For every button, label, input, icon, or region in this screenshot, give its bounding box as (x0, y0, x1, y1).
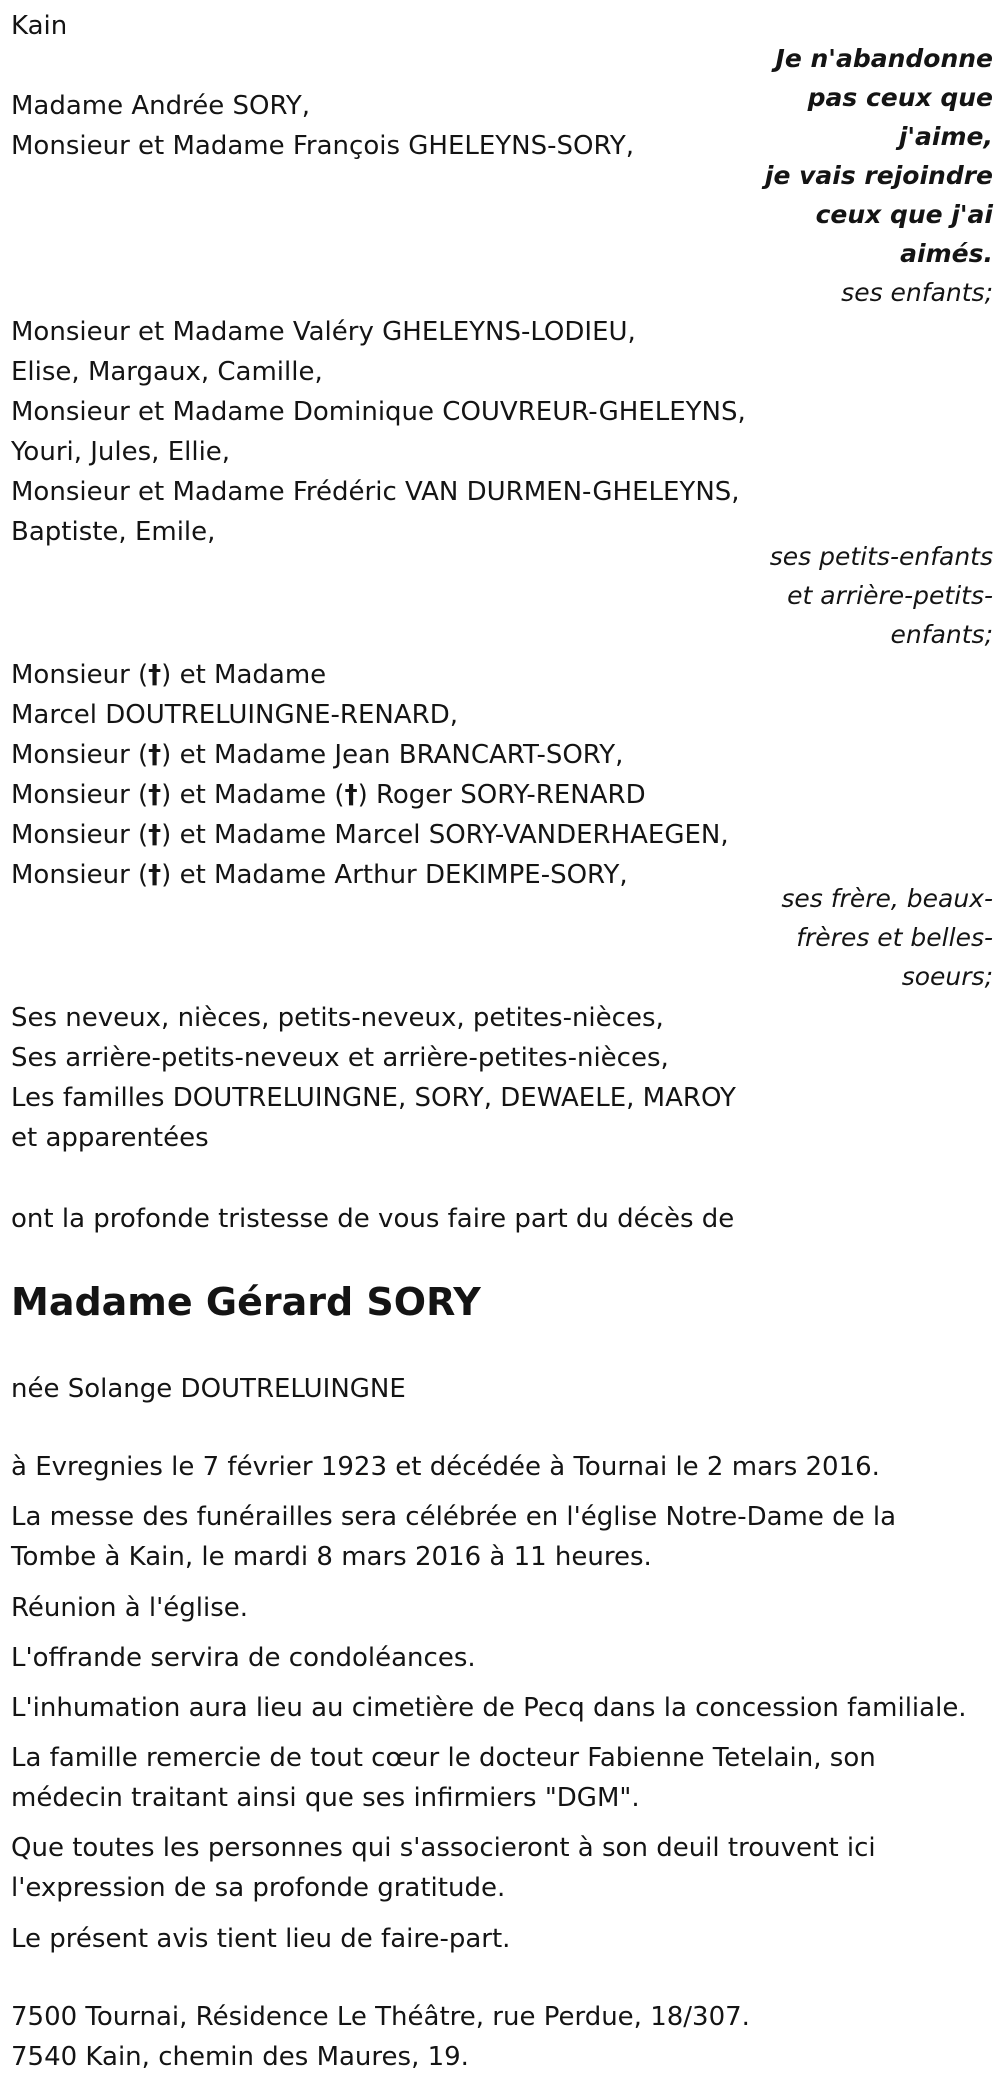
mourner-line: Les familles DOUTRELUINGNE, SORY, DEWAELE, MAROY (11, 1083, 736, 1113)
mourner-line: Monsieur (†) et Madame Arthur DEKIMPE-SORY, (11, 860, 628, 890)
notice-paragraph: médecin traitant ainsi que ses infirmiers "DGM". (11, 1783, 640, 1813)
mourner-line: et apparentées (11, 1123, 209, 1153)
mourner-line: Monsieur (†) et Madame (11, 660, 327, 690)
city-label: Kain (11, 11, 68, 41)
quote-line: pas ceux que (807, 83, 993, 112)
quote-line: j'aime, (898, 122, 993, 151)
notice-paragraph: Tombe à Kain, le mardi 8 mars 2016 à 11 heures. (11, 1542, 652, 1572)
relation-label: ses petits-enfants (769, 542, 993, 571)
mourner-line: Monsieur (†) et Madame (†) Roger SORY-RENARD (11, 780, 646, 810)
relation-label: ses enfants; (841, 278, 993, 307)
mourner-line: Ses arrière-petits-neveux et arrière-petites-nièces, (11, 1043, 669, 1073)
cross-symbol: † (148, 860, 162, 890)
address-line: 7500 Tournai, Résidence Le Théâtre, rue Perdue, 18/307. (11, 2002, 750, 2032)
mourner-line: Monsieur et Madame François GHELEYNS-SORY, (11, 131, 635, 161)
mourner-line: Madame Andrée SORY, (11, 91, 311, 121)
cross-symbol: † (148, 820, 162, 850)
notice-paragraph: l'expression de sa profonde gratitude. (11, 1873, 506, 1903)
notice-paragraph: à Evregnies le 7 février 1923 et décédée à Tournai le 2 mars 2016. (11, 1452, 880, 1482)
quote-line: Je n'abandonne (775, 44, 993, 73)
cross-symbol: † (148, 780, 162, 810)
relation-label: frères et belles- (796, 923, 993, 952)
notice-paragraph: L'inhumation aura lieu au cimetière de Pecq dans la concession familiale. (11, 1693, 967, 1723)
birth-name: née Solange DOUTRELUINGNE (11, 1374, 406, 1404)
mourner-line: Monsieur (†) et Madame Jean BRANCART-SORY, (11, 740, 624, 770)
address-line: 7540 Kain, chemin des Maures, 19. (11, 2042, 469, 2072)
cross-symbol: † (344, 780, 358, 810)
deceased-name: Madame Gérard SORY (11, 1280, 481, 1324)
notice-paragraph: La famille remercie de tout cœur le docteur Fabienne Tetelain, son (11, 1743, 876, 1773)
relation-label: et arrière-petits- (787, 581, 993, 610)
notice-paragraph: La messe des funérailles sera célébrée en l'église Notre-Dame de la (11, 1502, 897, 1532)
mourner-line: Baptiste, Emile, (11, 517, 216, 547)
quote-line: aimés. (900, 239, 993, 268)
relation-label: ses frère, beaux- (781, 884, 993, 913)
cross-symbol: † (148, 660, 162, 690)
quote-line: ceux que j'ai (815, 200, 993, 229)
mourner-line: Monsieur et Madame Frédéric VAN DURMEN-GHELEYNS, (11, 477, 740, 507)
mourner-line: Monsieur et Madame Valéry GHELEYNS-LODIEU, (11, 317, 636, 347)
mourner-line: Elise, Margaux, Camille, (11, 357, 323, 387)
mourner-line: Marcel DOUTRELUINGNE-RENARD, (11, 700, 458, 730)
mourner-line: Monsieur et Madame Dominique COUVREUR-GHELEYNS, (11, 397, 746, 427)
relation-label: enfants; (890, 620, 993, 649)
notice-paragraph: Le présent avis tient lieu de faire-part. (11, 1924, 511, 1954)
mourner-line: Ses neveux, nièces, petits-neveux, petites-nièces, (11, 1003, 664, 1033)
mourner-line: Youri, Jules, Ellie, (11, 437, 231, 467)
announcement-text: ont la profonde tristesse de vous faire part du décès de (11, 1204, 735, 1234)
notice-paragraph: L'offrande servira de condoléances. (11, 1643, 476, 1673)
quote-line: je vais rejoindre (764, 161, 993, 190)
mourner-line: Monsieur (†) et Madame Marcel SORY-VANDERHAEGEN, (11, 820, 729, 850)
notice-paragraph: Que toutes les personnes qui s'associeront à son deuil trouvent ici (11, 1833, 876, 1863)
relation-label: soeurs; (901, 962, 993, 991)
cross-symbol: † (148, 740, 162, 770)
notice-paragraph: Réunion à l'église. (11, 1593, 249, 1623)
